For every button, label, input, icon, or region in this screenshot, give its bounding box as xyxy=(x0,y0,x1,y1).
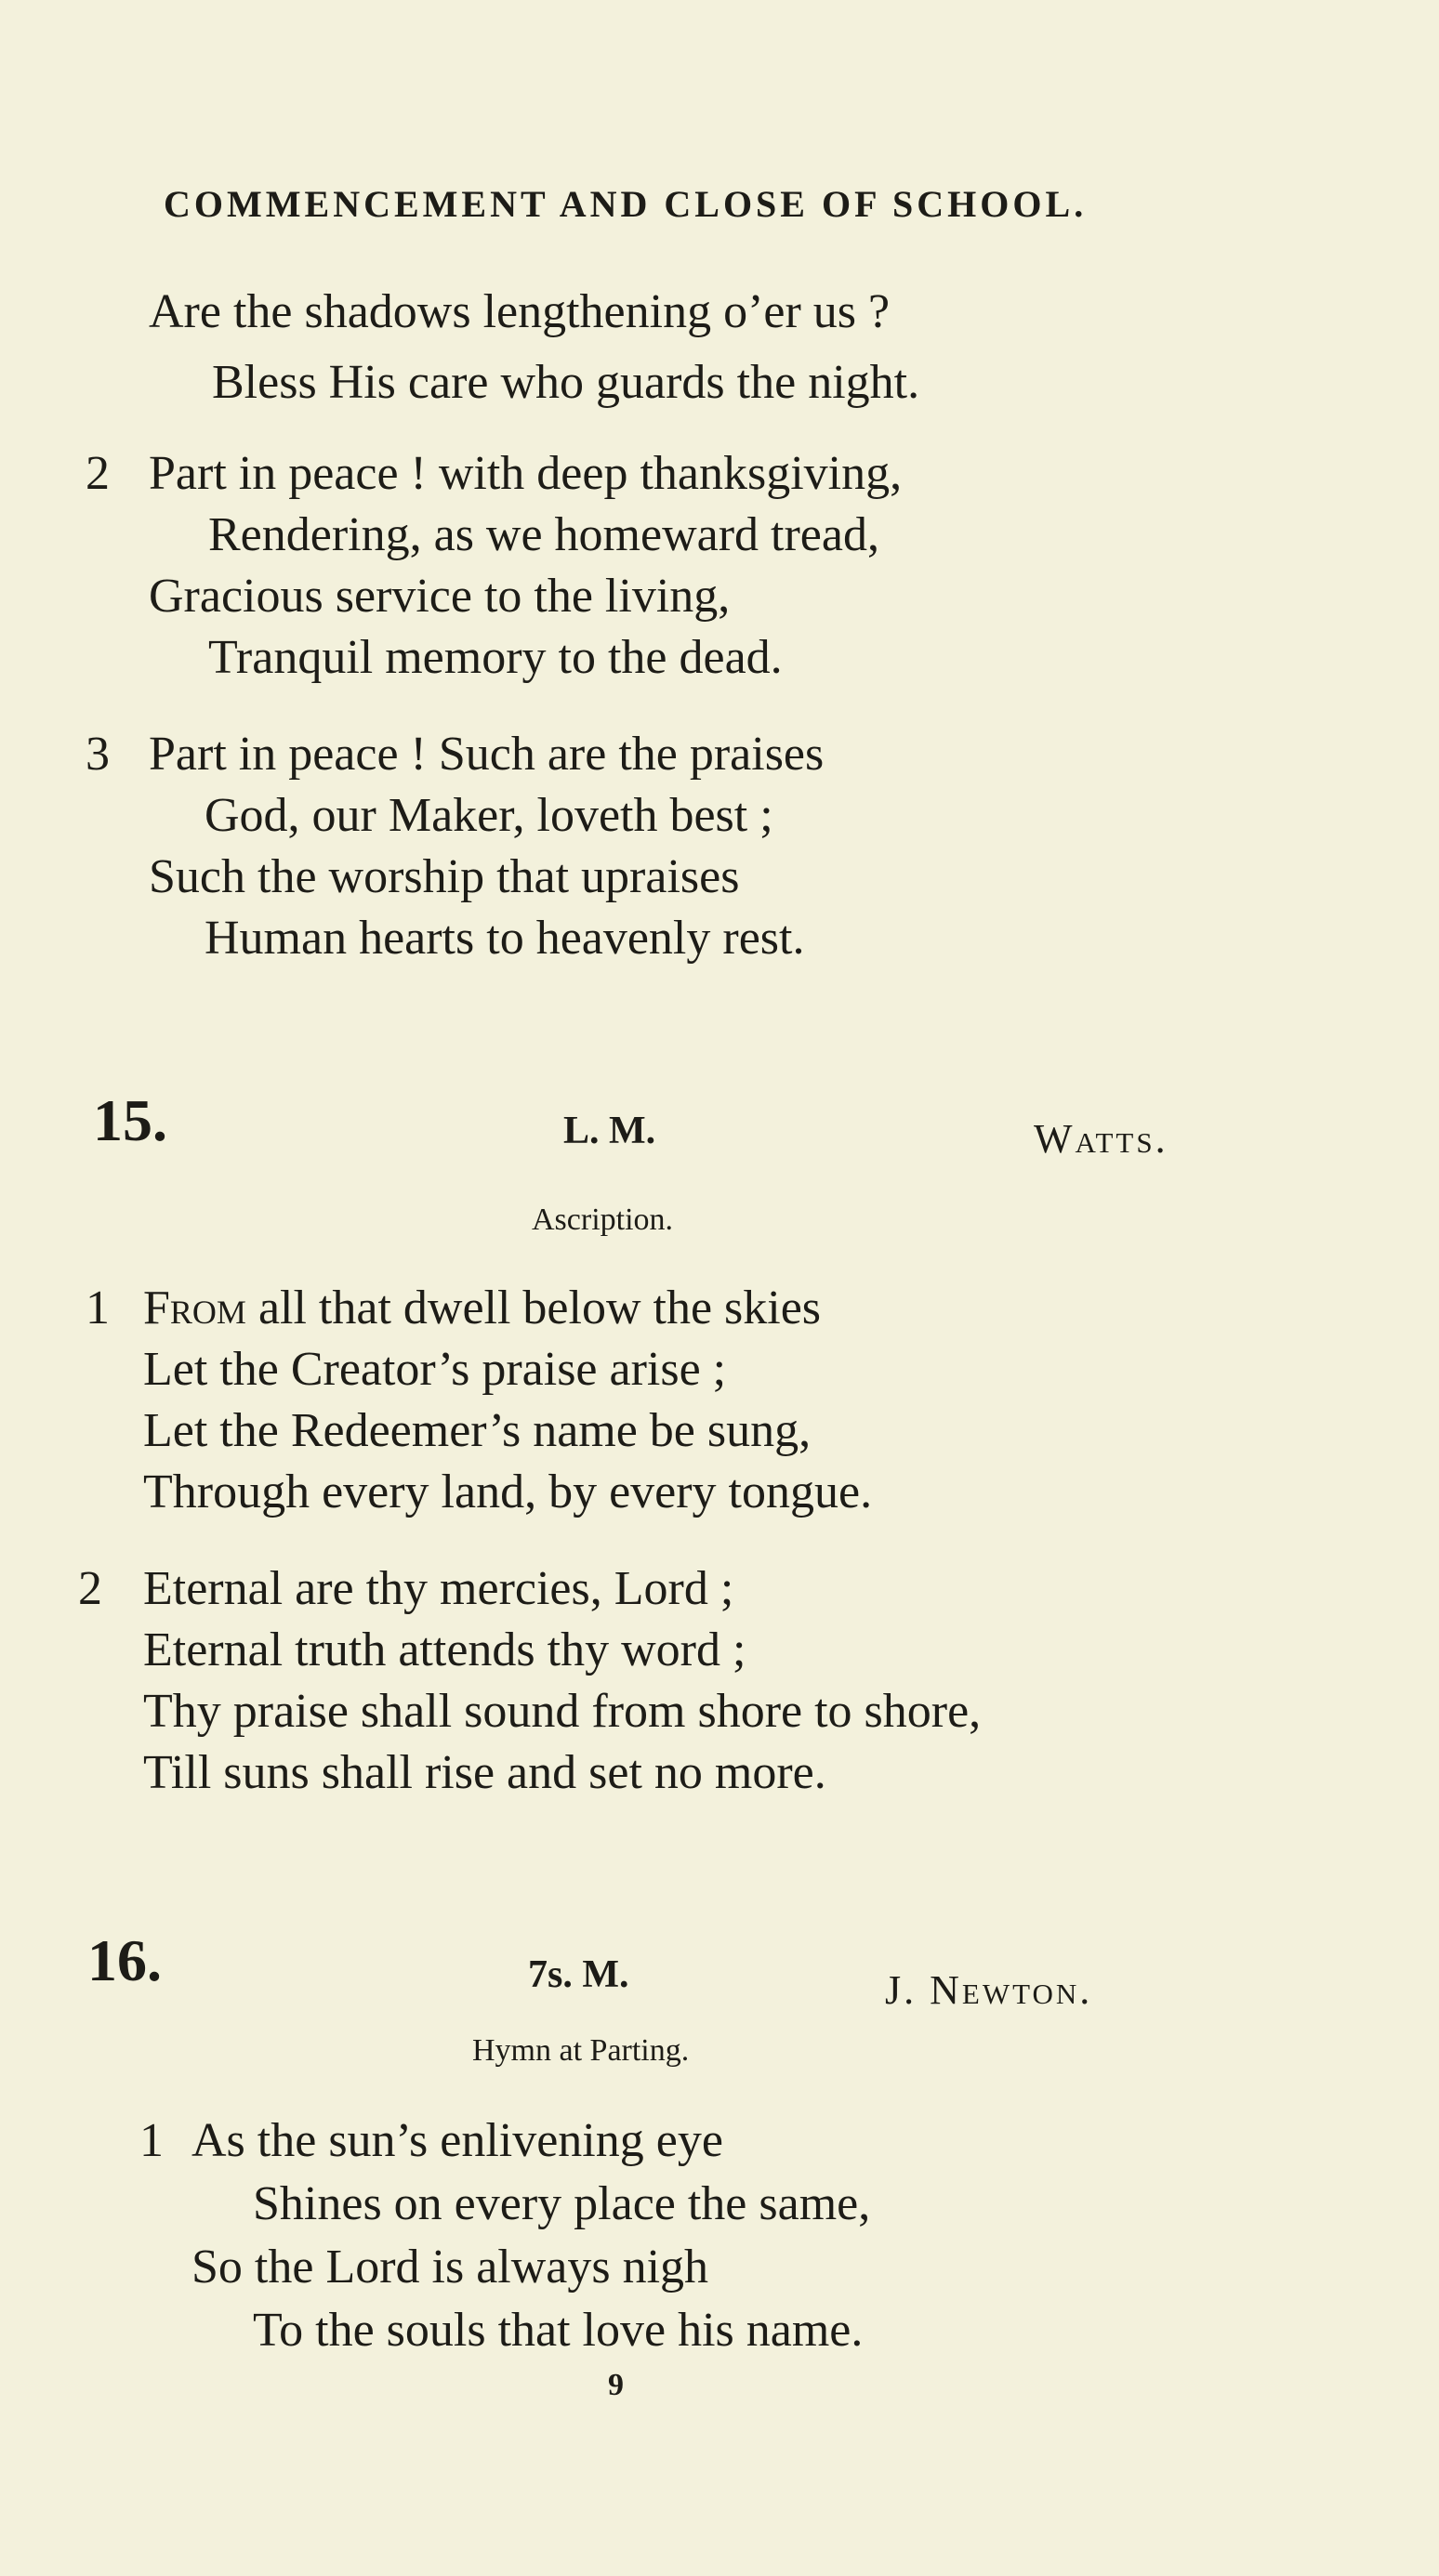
verse-line: Part in peace ! with deep thanksgiving, xyxy=(149,447,903,500)
page-number: 9 xyxy=(608,2368,624,2402)
verse-line: So the Lord is always nigh xyxy=(191,2241,709,2293)
stanza-number: 3 xyxy=(86,728,110,781)
verse-line: Eternal truth attends thy word ; xyxy=(143,1623,746,1676)
verse-line: Shines on every place the same, xyxy=(253,2177,871,2230)
hymn-subtitle: Hymn at Parting. xyxy=(472,2033,690,2068)
verse-line: Tranquil memory to the dead. xyxy=(208,631,783,684)
hymn-meter: L. M. xyxy=(563,1110,656,1152)
verse-line: Let the Redeemer’s name be sung, xyxy=(143,1404,812,1457)
verse-line: Let the Creator’s praise arise ; xyxy=(143,1343,727,1396)
hymn-number: 15. xyxy=(93,1087,167,1153)
verse-first-word: From xyxy=(143,1281,246,1334)
stanza-number: 2 xyxy=(86,447,110,500)
verse-line: Gracious service to the living, xyxy=(149,570,731,623)
stanza-number: 1 xyxy=(86,1281,110,1334)
verse-line xyxy=(143,1281,822,1334)
verse-line: Till suns shall rise and set no more. xyxy=(143,1746,826,1799)
verse-line: Such the worship that upraises xyxy=(149,850,740,903)
verse-line-rest: all that dwell below the skies xyxy=(245,1281,822,1334)
verse-line: Eternal are thy mercies, Lord ; xyxy=(143,1562,734,1615)
verse-line: Through every land, by every tongue. xyxy=(143,1465,873,1518)
verse-line: Rendering, as we homeward tread, xyxy=(208,508,879,561)
verse-line: As the sun’s enlivening eye xyxy=(191,2114,723,2167)
hymn-author: Watts. xyxy=(1034,1116,1168,1162)
verse-line: Part in peace ! Such are the praises xyxy=(149,728,825,781)
verse-line: To the souls that love his name. xyxy=(253,2304,864,2357)
stanza-number: 2 xyxy=(78,1562,102,1615)
verse-line: Thy praise shall sound from shore to shore, xyxy=(143,1685,982,1738)
stanza-number: 1 xyxy=(139,2114,164,2167)
verse-line: Human hearts to heavenly rest. xyxy=(205,912,805,965)
hymn-author: J. Newton. xyxy=(885,1967,1093,2013)
hymn-number: 16. xyxy=(87,1927,162,1993)
hymn-meter: 7s. M. xyxy=(528,1953,629,1996)
running-head: COMMENCEMENT AND CLOSE OF SCHOOL. xyxy=(164,183,1088,225)
verse-line: God, our Maker, loveth best ; xyxy=(205,789,773,842)
verse-line: Are the shadows lengthening o’er us ? xyxy=(149,285,891,338)
hymn-subtitle: Ascription. xyxy=(532,1203,674,1237)
verse-line: Bless His care who guards the night. xyxy=(212,356,920,409)
